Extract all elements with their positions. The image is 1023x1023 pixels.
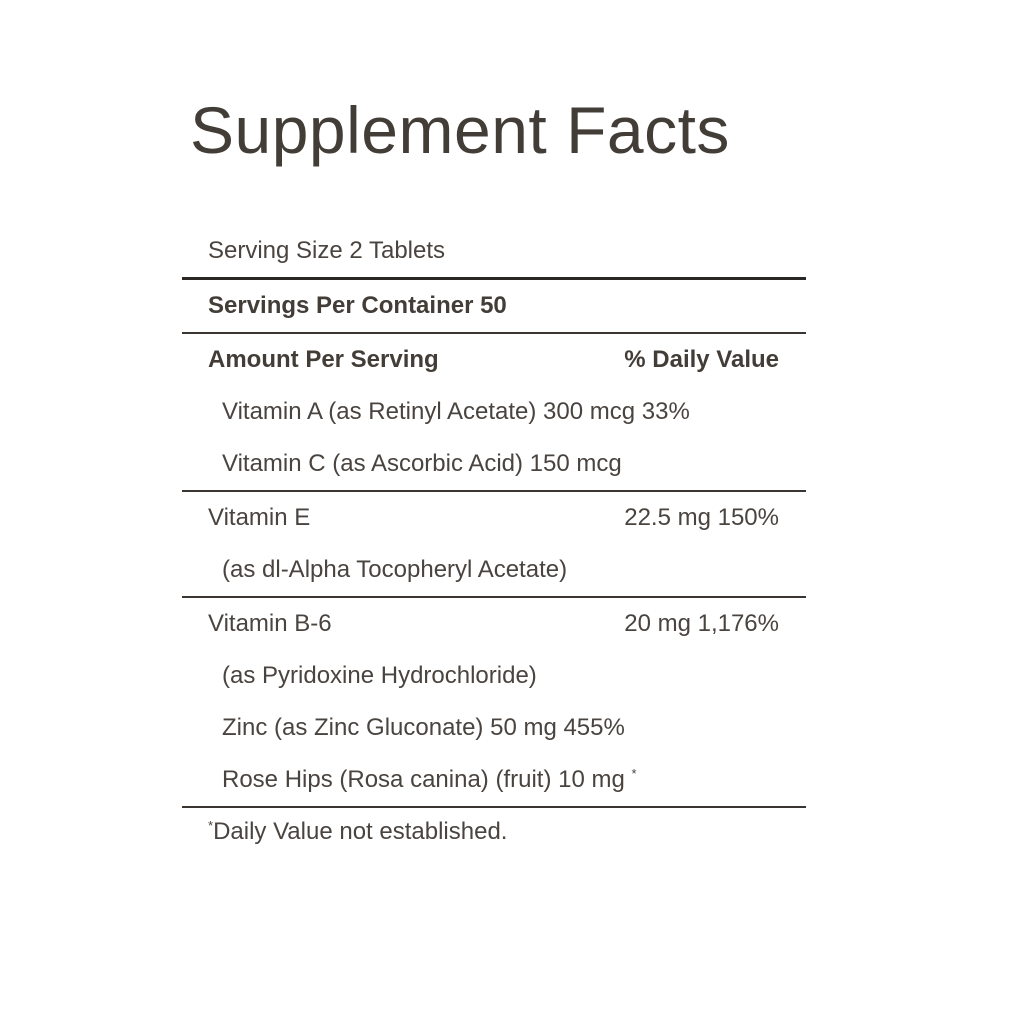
nutrient-row-vitamin-c — [182, 438, 806, 490]
nutrient-source: (as dl-Alpha Tocopheryl Acetate) — [222, 556, 568, 583]
nutrient-source-row-vitamin-e — [182, 544, 806, 596]
nutrient-name: Vitamin B-6 — [208, 610, 332, 637]
nutrient-row-vitamin-e — [182, 492, 806, 544]
nutrient-source-row-vitamin-b6 — [182, 650, 806, 702]
nutrient-row-vitamin-a — [182, 386, 806, 438]
nutrient-label: Zinc (as Zinc Gluconate) 50 mg 455% — [222, 714, 625, 741]
nutrient-name: Vitamin E — [208, 504, 311, 531]
footnote-text: Daily Value not established. — [213, 818, 508, 845]
footnote-marker: * — [208, 818, 214, 833]
table-header-row — [182, 334, 806, 386]
nutrient-label: Rose Hips (Rosa canina) (fruit) 10 mg — [222, 766, 625, 793]
nutrient-label-group — [222, 754, 637, 806]
asterisk-marker: * — [631, 766, 637, 781]
footnote-row — [182, 808, 806, 856]
daily-value-header: % Daily Value — [624, 346, 779, 373]
page-title: Supplement Facts — [190, 93, 730, 167]
servings-per-container-row — [182, 280, 806, 332]
nutrient-amount: 22.5 mg 150% — [624, 504, 779, 531]
nutrient-row-rose-hips — [182, 754, 806, 806]
servings-per-container: Servings Per Container 50 — [208, 292, 507, 319]
serving-size: Serving Size 2 Tablets — [208, 237, 446, 264]
serving-size-row — [182, 225, 806, 277]
nutrient-row-zinc — [182, 702, 806, 754]
amount-per-serving-header: Amount Per Serving — [208, 346, 439, 373]
nutrient-label: Vitamin C (as Ascorbic Acid) 150 mcg — [222, 450, 622, 477]
footnote — [208, 808, 507, 856]
supplement-facts-panel — [182, 225, 806, 856]
nutrient-label: Vitamin A (as Retinyl Acetate) 300 mcg 33% — [222, 398, 690, 425]
nutrient-row-vitamin-b6 — [182, 598, 806, 650]
nutrient-amount: 20 mg 1,176% — [624, 610, 779, 637]
nutrient-source: (as Pyridoxine Hydrochloride) — [222, 662, 537, 689]
